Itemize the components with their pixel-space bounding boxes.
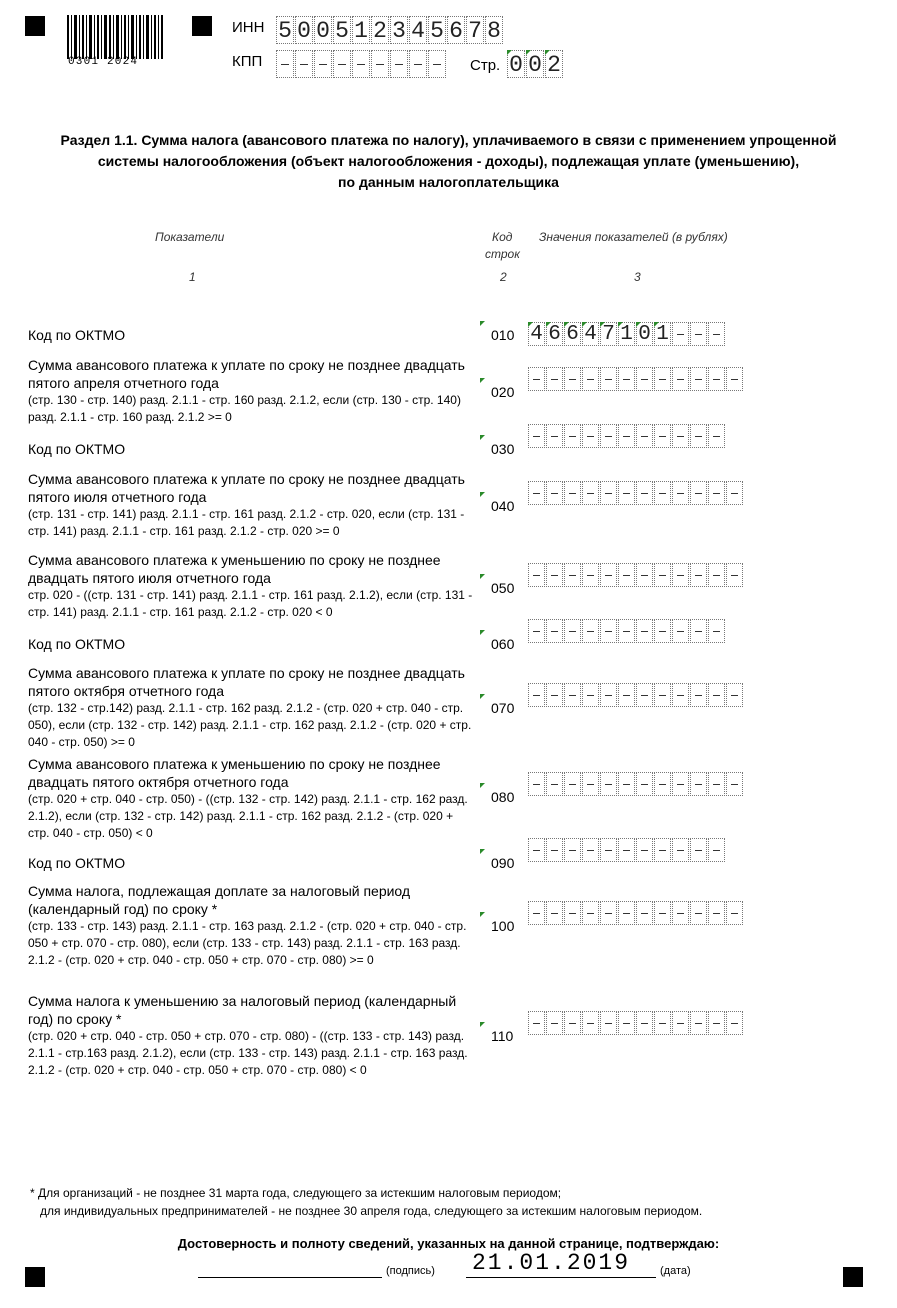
- row-010-code: 010: [491, 327, 515, 343]
- row-050-code-marker: [480, 574, 485, 579]
- row-100-cell[interactable]: [564, 901, 581, 925]
- row-100-label: Сумма налога, подлежащая доплате за налоговый период (календарный год) по сроку * (стр. 133 - стр. 143) разд. 2.1.1 - стр. 163 разд. 2.1.2 - (стр. 020 + стр. 040 - стр. 050 + стр. 070 - стр. 080), если (стр. 133 - стр. 143) разд. 2.1.1 - стр. 163 разд. 2.1.2 - (стр. 020 + стр. 040 - стр. 050 + стр. 070 - стр. 080) >= 0: [28, 883, 467, 967]
- row-100-cell[interactable]: [618, 901, 635, 925]
- date-line: [466, 1277, 656, 1278]
- col-header-code-1: Код: [492, 230, 513, 244]
- row-040-cell[interactable]: [546, 481, 563, 505]
- kpp-cell[interactable]: [390, 50, 408, 78]
- row-080-cell[interactable]: [564, 772, 581, 796]
- row-100-cell[interactable]: [636, 901, 653, 925]
- row-070-cell[interactable]: [582, 683, 599, 707]
- row-100-cell[interactable]: [708, 901, 725, 925]
- row-090-cell[interactable]: [582, 838, 599, 862]
- row-020-cell[interactable]: [600, 367, 617, 391]
- row-030-cell[interactable]: [636, 424, 653, 448]
- inn-cell[interactable]: 2: [371, 16, 389, 44]
- row-010-cell[interactable]: 7: [600, 322, 617, 346]
- row-050-label: Сумма авансового платежа к уменьшению по сроку не позднее двадцать пятого июля отчетного года стр. 020 - ((стр. 131 - стр. 141) разд. 2.1.1 - стр. 161 разд. 2.1.2), если (стр. 131 - стр. 141) разд. 2.1.1 - стр. 161 разд. 2.1.2 - стр. 020 < 0: [28, 552, 473, 619]
- row-020-cell[interactable]: [654, 367, 671, 391]
- row-010-cell[interactable]: 4: [582, 322, 599, 346]
- col-num-3: 3: [634, 270, 641, 284]
- page-cell[interactable]: 0: [507, 50, 525, 78]
- row-050-cell[interactable]: [708, 563, 725, 587]
- row-080-cell[interactable]: [636, 772, 653, 796]
- row-090-cell[interactable]: [618, 838, 635, 862]
- row-070-code: 070: [491, 700, 515, 716]
- row-110-cell[interactable]: [726, 1011, 743, 1035]
- row-030-code-marker: [480, 435, 485, 440]
- row-060-cell[interactable]: [528, 619, 545, 643]
- row-060-value-field[interactable]: [528, 619, 726, 643]
- inn-cell[interactable]: 0: [295, 16, 313, 44]
- row-030-cell[interactable]: [618, 424, 635, 448]
- row-100-code-marker: [480, 912, 485, 917]
- inn-field[interactable]: [276, 16, 504, 44]
- row-050-cell[interactable]: [564, 563, 581, 587]
- row-090-cell[interactable]: [708, 838, 725, 862]
- row-110-cell[interactable]: [618, 1011, 635, 1035]
- row-080-cell[interactable]: [600, 772, 617, 796]
- page-number-field[interactable]: [507, 50, 564, 78]
- row-050-cell[interactable]: [600, 563, 617, 587]
- row-060-cell[interactable]: [618, 619, 635, 643]
- row-030-cell[interactable]: [564, 424, 581, 448]
- inn-cell[interactable]: 6: [447, 16, 465, 44]
- row-100-cell[interactable]: [654, 901, 671, 925]
- row-050-cell[interactable]: [654, 563, 671, 587]
- row-110-cell[interactable]: [564, 1011, 581, 1035]
- row-010-label: Код по ОКТМО: [28, 327, 126, 343]
- row-070-cell[interactable]: [672, 683, 689, 707]
- row-060-cell[interactable]: [546, 619, 563, 643]
- row-090-code: 090: [491, 855, 515, 871]
- row-100-cell[interactable]: [672, 901, 689, 925]
- row-040-cell[interactable]: [726, 481, 743, 505]
- row-040-cell[interactable]: [636, 481, 653, 505]
- row-060-code: 060: [491, 636, 515, 652]
- row-030-cell[interactable]: [672, 424, 689, 448]
- row-040-cell[interactable]: [672, 481, 689, 505]
- row-040-cell[interactable]: [618, 481, 635, 505]
- row-030-cell[interactable]: [546, 424, 563, 448]
- row-110-cell[interactable]: [636, 1011, 653, 1035]
- row-100-value-field[interactable]: [528, 901, 744, 925]
- row-070-cell[interactable]: [726, 683, 743, 707]
- row-050-cell[interactable]: [528, 563, 545, 587]
- row-020-code: 020: [491, 384, 515, 400]
- row-080-value-field[interactable]: [528, 772, 744, 796]
- row-090-value-field[interactable]: [528, 838, 726, 862]
- row-010-value-field[interactable]: [528, 322, 726, 346]
- row-020-cell[interactable]: [564, 367, 581, 391]
- row-020-cell[interactable]: [618, 367, 635, 391]
- footnote: * Для организаций - не позднее 31 марта года, следующего за истекшим налоговым периодом; для индивидуальных предпринимателей - не позднее 30 апреля года, следующего за истекшим налоговым периодом.: [30, 1186, 703, 1218]
- row-060-cell[interactable]: [600, 619, 617, 643]
- row-010-cell[interactable]: 6: [546, 322, 563, 346]
- row-090-cell[interactable]: [564, 838, 581, 862]
- row-010-cell[interactable]: 4: [528, 322, 545, 346]
- row-100-cell[interactable]: [528, 901, 545, 925]
- kpp-cell[interactable]: [276, 50, 294, 78]
- row-030-cell[interactable]: [654, 424, 671, 448]
- row-080-cell[interactable]: [654, 772, 671, 796]
- row-020-cell[interactable]: [528, 367, 545, 391]
- row-050-cell[interactable]: [672, 563, 689, 587]
- row-050-code: 050: [491, 580, 515, 596]
- corner-marker-top-left: [25, 16, 45, 36]
- row-070-code-marker: [480, 694, 485, 699]
- row-020-cell[interactable]: [672, 367, 689, 391]
- row-080-cell[interactable]: [726, 772, 743, 796]
- corner-marker-top-right: [192, 16, 212, 36]
- row-020-cell[interactable]: [726, 367, 743, 391]
- col-header-code-2: строк: [485, 247, 520, 261]
- row-110-code: 110: [491, 1028, 514, 1044]
- row-030-value-field[interactable]: [528, 424, 726, 448]
- inn-cell[interactable]: 0: [314, 16, 332, 44]
- row-050-cell[interactable]: [582, 563, 599, 587]
- page-cell[interactable]: 0: [526, 50, 544, 78]
- date-value[interactable]: 21.01.2019: [472, 1250, 631, 1276]
- row-050-cell[interactable]: [726, 563, 743, 587]
- row-090-cell[interactable]: [636, 838, 653, 862]
- row-020-cell[interactable]: [636, 367, 653, 391]
- row-090-cell[interactable]: [600, 838, 617, 862]
- page-label: Стр.: [470, 57, 501, 74]
- row-080-code: 080: [491, 789, 515, 805]
- row-100-cell[interactable]: [546, 901, 563, 925]
- row-090-code-marker: [480, 849, 485, 854]
- kpp-cell[interactable]: [295, 50, 313, 78]
- page-cell[interactable]: 2: [545, 50, 563, 78]
- barcode-number: 0301 2024: [68, 56, 139, 68]
- row-030-cell[interactable]: [600, 424, 617, 448]
- row-010-cell[interactable]: [690, 322, 707, 346]
- row-030-label: Код по ОКТМО: [28, 441, 126, 457]
- row-070-cell[interactable]: [528, 683, 545, 707]
- confirmation-text: Достоверность и полноту сведений, указанных на данной странице, подтверждаю:: [177, 1236, 720, 1251]
- row-040-value-field[interactable]: [528, 481, 744, 505]
- row-060-cell[interactable]: [672, 619, 689, 643]
- row-070-cell[interactable]: [546, 683, 563, 707]
- inn-label: ИНН: [232, 19, 265, 36]
- inn-cell[interactable]: 8: [485, 16, 503, 44]
- kpp-cell[interactable]: [428, 50, 446, 78]
- row-030-cell[interactable]: [690, 424, 707, 448]
- row-030-cell[interactable]: [708, 424, 725, 448]
- kpp-cell[interactable]: [352, 50, 370, 78]
- row-040-cell[interactable]: [654, 481, 671, 505]
- row-060-code-marker: [480, 630, 485, 635]
- kpp-cell[interactable]: [333, 50, 351, 78]
- row-060-cell[interactable]: [654, 619, 671, 643]
- row-080-cell[interactable]: [528, 772, 545, 796]
- row-030-cell[interactable]: [582, 424, 599, 448]
- row-010-cell[interactable]: 1: [654, 322, 671, 346]
- row-060-cell[interactable]: [636, 619, 653, 643]
- col-num-1: 1: [189, 270, 196, 284]
- row-060-cell[interactable]: [564, 619, 581, 643]
- row-050-value-field[interactable]: [528, 563, 744, 587]
- row-050-cell[interactable]: [690, 563, 707, 587]
- inn-cell[interactable]: 1: [352, 16, 370, 44]
- signature-caption: (подпись): [386, 1265, 435, 1277]
- row-110-value-field[interactable]: [528, 1011, 744, 1035]
- row-020-cell[interactable]: [582, 367, 599, 391]
- row-070-value-field[interactable]: [528, 683, 744, 707]
- row-040-label: Сумма авансового платежа к уплате по сроку не позднее двадцать пятого июля отчетного года (стр. 131 - стр. 141) разд. 2.1.1 - стр. 161 разд. 2.1.2 - стр. 020, если (стр. 131 - стр. 141) разд. 2.1.1 - стр. 161 разд. 2.1.2 - стр. 020 >= 0: [28, 471, 465, 538]
- row-010-code-marker: [480, 321, 485, 326]
- row-080-cell[interactable]: [546, 772, 563, 796]
- inn-cell[interactable]: 5: [428, 16, 446, 44]
- row-010-cell[interactable]: 0: [636, 322, 653, 346]
- row-090-cell[interactable]: [690, 838, 707, 862]
- row-060-cell[interactable]: [582, 619, 599, 643]
- row-110-cell[interactable]: [690, 1011, 707, 1035]
- row-050-cell[interactable]: [618, 563, 635, 587]
- row-060-cell[interactable]: [708, 619, 725, 643]
- row-110-cell[interactable]: [546, 1011, 563, 1035]
- col-header-indicators: Показатели: [155, 230, 225, 244]
- inn-cell[interactable]: 3: [390, 16, 408, 44]
- row-050-cell[interactable]: [636, 563, 653, 587]
- col-num-2: 2: [500, 270, 507, 284]
- row-080-cell[interactable]: [690, 772, 707, 796]
- row-040-cell[interactable]: [708, 481, 725, 505]
- row-040-code: 040: [491, 498, 515, 514]
- row-110-cell[interactable]: [708, 1011, 725, 1035]
- row-040-cell[interactable]: [528, 481, 545, 505]
- row-050-cell[interactable]: [546, 563, 563, 587]
- row-100-code: 100: [491, 918, 515, 934]
- row-070-cell[interactable]: [636, 683, 653, 707]
- kpp-label: КПП: [232, 53, 263, 70]
- row-090-cell[interactable]: [654, 838, 671, 862]
- inn-cell[interactable]: 5: [276, 16, 294, 44]
- row-080-cell[interactable]: [582, 772, 599, 796]
- signature-line[interactable]: [198, 1277, 382, 1278]
- row-070-cell[interactable]: [600, 683, 617, 707]
- row-040-cell[interactable]: [564, 481, 581, 505]
- kpp-field[interactable]: [276, 50, 447, 78]
- row-040-cell[interactable]: [690, 481, 707, 505]
- row-040-code-marker: [480, 492, 485, 497]
- row-020-cell[interactable]: [546, 367, 563, 391]
- kpp-cell[interactable]: [409, 50, 427, 78]
- row-010-cell[interactable]: 1: [618, 322, 635, 346]
- row-010-cell[interactable]: 6: [564, 322, 581, 346]
- row-110-cell[interactable]: [528, 1011, 545, 1035]
- row-110-code-marker: [480, 1022, 485, 1027]
- row-070-cell[interactable]: [708, 683, 725, 707]
- row-100-cell[interactable]: [690, 901, 707, 925]
- row-070-cell[interactable]: [690, 683, 707, 707]
- row-110-cell[interactable]: [582, 1011, 599, 1035]
- row-110-label: Сумма налога к уменьшению за налоговый период (календарный год) по сроку * (стр. 020 + стр. 040 - стр. 050 + стр. 070 - стр. 080) - ((стр. 133 - стр. 143) разд. 2.1.1 - стр.163 разд. 2.1.2), если (стр. 133 - стр. 143) разд. 2.1.1 - стр. 163 разд. 2.1.2 - (стр. 020 + стр. 040 - стр. 050 + стр. 070 - стр. 080) < 0: [28, 993, 468, 1077]
- row-090-cell[interactable]: [672, 838, 689, 862]
- row-090-label: Код по ОКТМО: [28, 855, 126, 871]
- row-070-cell[interactable]: [618, 683, 635, 707]
- row-100-cell[interactable]: [726, 901, 743, 925]
- corner-marker-bottom-left: [25, 1267, 45, 1287]
- section-title: Раздел 1.1. Сумма налога (авансового платежа по налогу), уплачиваемого в связи с применением упрощенной системы налогообложения (объект налогообложения - доходы), подлежащая уплате (уменьшению), по данным налогоплательщика: [60, 132, 837, 190]
- row-020-code-marker: [480, 378, 485, 383]
- row-060-cell[interactable]: [690, 619, 707, 643]
- row-100-cell[interactable]: [582, 901, 599, 925]
- row-110-cell[interactable]: [600, 1011, 617, 1035]
- row-090-cell[interactable]: [546, 838, 563, 862]
- row-060-label: Код по ОКТМО: [28, 636, 126, 652]
- row-080-cell[interactable]: [708, 772, 725, 796]
- inn-cell[interactable]: 5: [333, 16, 351, 44]
- inn-cell[interactable]: 7: [466, 16, 484, 44]
- row-080-code-marker: [480, 783, 485, 788]
- corner-marker-bottom-right: [843, 1267, 863, 1287]
- row-040-cell[interactable]: [600, 481, 617, 505]
- row-070-label: Сумма авансового платежа к уплате по сроку не позднее двадцать пятого октября отчетного года (стр. 132 - стр.142) разд. 2.1.1 - стр. 162 разд. 2.1.2 - (стр. 020 + стр. 040 - стр. 050), если (стр. 132 - стр. 142) разд. 2.1.1 - стр. 162 разд. 2.1.2 - (стр. 020 + стр. 040 - стр. 050) >= 0: [28, 665, 472, 749]
- row-080-cell[interactable]: [618, 772, 635, 796]
- row-020-cell[interactable]: [690, 367, 707, 391]
- row-090-cell[interactable]: [528, 838, 545, 862]
- row-080-cell[interactable]: [672, 772, 689, 796]
- row-070-cell[interactable]: [564, 683, 581, 707]
- row-020-cell[interactable]: [708, 367, 725, 391]
- kpp-cell[interactable]: [371, 50, 389, 78]
- row-030-cell[interactable]: [528, 424, 545, 448]
- row-030-code: 030: [491, 441, 515, 457]
- col-header-values: Значения показателей (в рублях): [539, 230, 728, 244]
- row-100-cell[interactable]: [600, 901, 617, 925]
- row-010-cell[interactable]: [708, 322, 725, 346]
- row-020-label: Сумма авансового платежа к уплате по сроку не позднее двадцать пятого апреля отчетного года (стр. 130 - стр. 140) разд. 2.1.1 - стр. 160 разд. 2.1.2, если (стр. 130 - стр. 140) разд. 2.1.1 - стр. 160 разд. 2.1.2 >= 0: [28, 357, 465, 424]
- row-020-value-field[interactable]: [528, 367, 744, 391]
- inn-cell[interactable]: 4: [409, 16, 427, 44]
- row-110-cell[interactable]: [672, 1011, 689, 1035]
- row-080-label: Сумма авансового платежа к уменьшению по сроку не позднее двадцать пятого октября отчетного года (стр. 020 + стр. 040 - стр. 050) - ((стр. 132 - стр. 142) разд. 2.1.1 - стр. 162 разд. 2.1.2), если (стр. 132 - стр. 142) разд. 2.1.1 - стр. 162 разд. 2.1.2 - (стр. 020 + стр. 040 - стр. 050) < 0: [28, 756, 468, 840]
- kpp-cell[interactable]: [314, 50, 332, 78]
- row-010-cell[interactable]: [672, 322, 689, 346]
- date-caption: (дата): [660, 1265, 691, 1277]
- row-070-cell[interactable]: [654, 683, 671, 707]
- row-040-cell[interactable]: [582, 481, 599, 505]
- row-110-cell[interactable]: [654, 1011, 671, 1035]
